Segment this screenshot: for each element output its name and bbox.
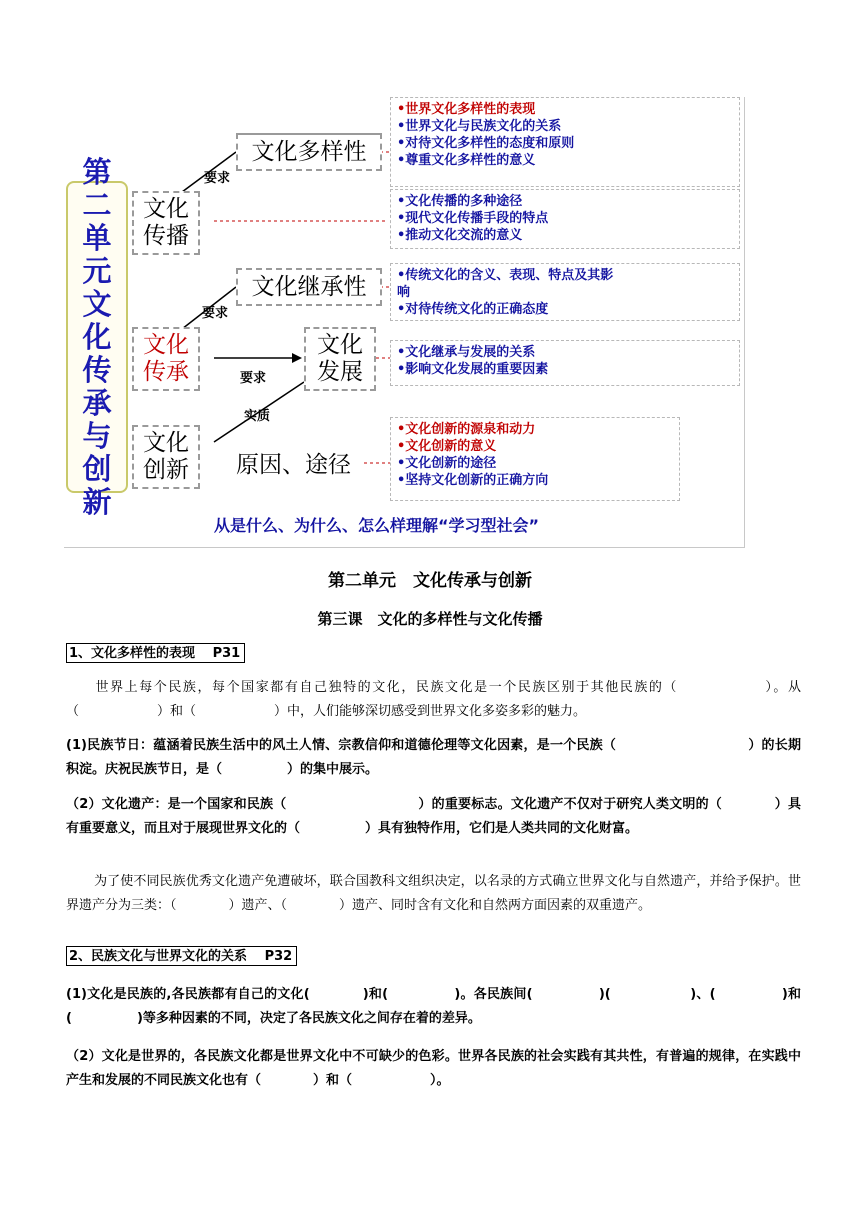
paragraph-4 (66, 870, 801, 918)
unit-char: 创 (82, 451, 112, 486)
bullet-box-develop (390, 340, 740, 386)
bullet-item: •文化创新的意义 (397, 439, 497, 454)
unit-char: 元 (82, 253, 112, 288)
mindmap-footer: 从是什么、为什么、怎么样理解“学习型社会” (214, 516, 540, 535)
node-inheritance: 文化继承性 (236, 268, 382, 306)
paragraph-6 (66, 1045, 801, 1093)
arrow-head (292, 353, 302, 363)
edge-label-req2: 要求 (202, 306, 229, 321)
paragraph-1 (66, 676, 801, 724)
paragraph-text: (1)文化是民族的,各民族都有自己的文化( )和( )。各民族间( )( )、( )和( )等多种因素的不同，决定了各民族文化之间存在着的差异。 (66, 987, 801, 1026)
paragraph-text: （2）文化是世界的，各民族文化都是世界文化中不可缺少的色彩。世界各民族的社会实践有其共性，有普遍的规律，在实践中产生和发展的不同民族文化也有（ ）和（ ）。 (66, 1049, 801, 1088)
bullet-item: •现代文化传播手段的特点 (397, 211, 549, 226)
node-diversity: 文化多样性 (236, 133, 382, 171)
mindmap-figure (64, 97, 745, 548)
bullet-item: •文化继承与发展的关系 (397, 345, 536, 360)
edge-label-req1: 要求 (204, 171, 231, 186)
paragraph-text: (1)民族节日：蕴涵着民族生活中的风土人情、宗教信仰和道德伦理等文化因素，是一个民族（ ）的长期积淀。庆祝民族节日，是（ ）的集中展示。 (66, 738, 801, 777)
bullet-item: •文化传播的多种途径 (397, 194, 523, 209)
unit-title: 第二单元 文化传承与创新 (328, 571, 532, 591)
bullet-item: 响 (397, 285, 411, 300)
node-inherit: 文化传承 (132, 327, 200, 391)
bullet-item: •文化创新的途径 (397, 456, 497, 471)
paragraph-text: （2）文化遗产：是一个国家和民族（ ）的重要标志。文化遗产不仅对于研究人类文明的（ ）具有重要意义，而且对于展现世界文化的（ ）具有独特作用，它们是人类共同的文化财富。 (66, 797, 801, 836)
bullet-item: •尊重文化多样性的意义 (397, 153, 536, 168)
paragraph-text: 为了使不同民族优秀文化遗产免遭破坏，联合国教科文组织决定，以名录的方式确立世界文化与自然遗产，并给予保护。世界遗产分为三类：（ ）遗产、（ ）遗产、同时含有文化和自然两方面因素的双重遗产。 (66, 874, 801, 913)
unit-char: 与 (82, 418, 112, 453)
node-reason: 原因、途径 (236, 452, 351, 478)
edge-label-essence: 实质 (244, 409, 271, 424)
bullet-box-spread (390, 189, 740, 249)
unit-char: 第 (82, 154, 112, 189)
bullet-item: •对待传统文化的正确态度 (397, 302, 549, 317)
section-heading-2: 2、民族文化与世界文化的关系 P32 (66, 946, 297, 966)
bullet-box-diversity (390, 97, 740, 187)
section-heading-1: 1、文化多样性的表现 P31 (66, 643, 245, 663)
unit-char: 新 (82, 484, 112, 519)
unit-char: 文 (82, 286, 112, 321)
bullet-box-inheritance (390, 263, 740, 321)
bullet-item: •推动文化交流的意义 (397, 228, 523, 243)
node-spread: 文化传播 (132, 191, 200, 255)
bullet-item: •传统文化的含义、表现、特点及其影 (397, 268, 614, 283)
bullet-item: •文化创新的源泉和动力 (397, 422, 536, 437)
unit-char: 单 (82, 220, 112, 255)
unit-char: 承 (82, 385, 112, 420)
unit-char: 化 (82, 319, 112, 354)
bullet-item: •对待文化多样性的态度和原则 (397, 136, 575, 151)
paragraph-5 (66, 983, 801, 1031)
unit-char: 二 (82, 187, 112, 222)
paragraph-text: 世界上每个民族，每个国家都有自己独特的文化，民族文化是一个民族区别于其他民族的（ ）。从（ ）和（ ）中，人们能够深切感受到世界文化多姿多彩的魅力。 (66, 680, 801, 719)
bullet-item: •世界文化多样性的表现 (397, 102, 536, 117)
bullet-item: •影响文化发展的重要因素 (397, 362, 549, 377)
paragraph-2 (66, 734, 801, 782)
edge-label-req3: 要求 (240, 371, 267, 386)
lesson-title: 第三课 文化的多样性与文化传播 (317, 610, 543, 628)
bullet-box-innovate (390, 417, 680, 501)
unit-title-vertical (66, 154, 128, 519)
node-develop: 文化发展 (304, 327, 376, 391)
bullet-item: •坚持文化创新的正确方向 (397, 473, 549, 488)
unit-char: 传 (82, 352, 112, 387)
node-innovate: 文化创新 (132, 425, 200, 489)
paragraph-3 (66, 793, 801, 841)
bullet-item: •世界文化与民族文化的关系 (397, 119, 562, 134)
